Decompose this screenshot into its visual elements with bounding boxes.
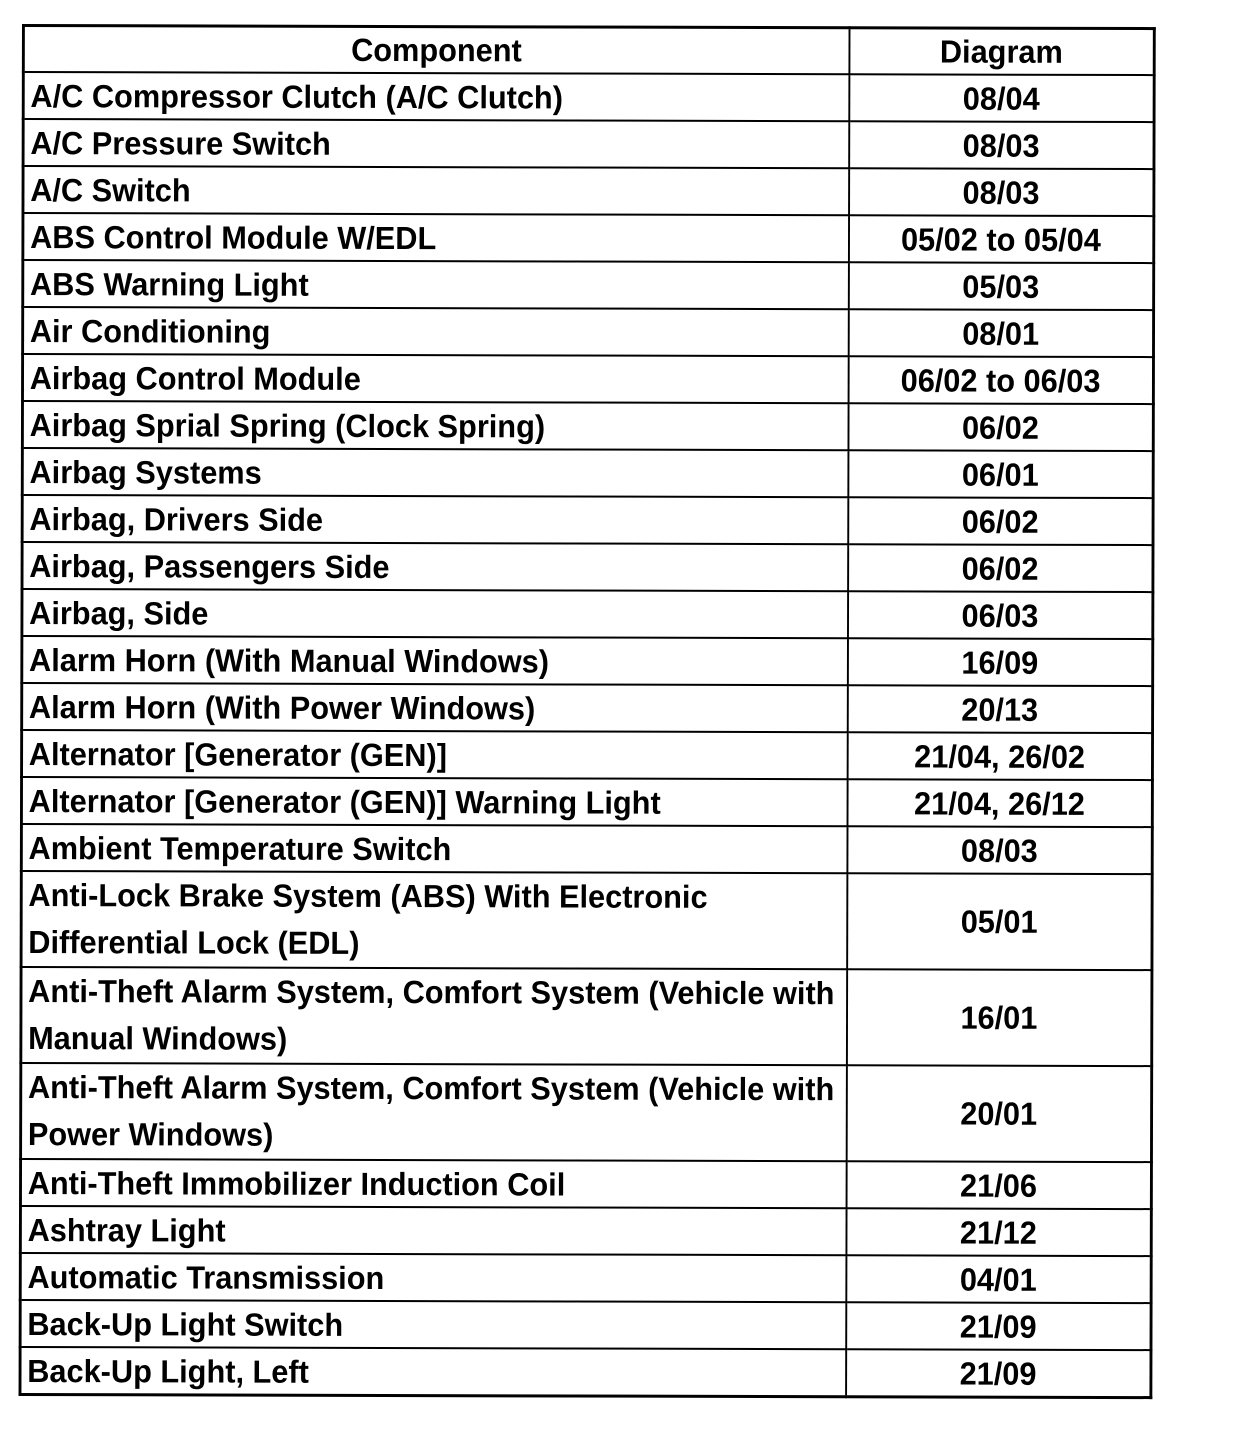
diagram-cell: 08/01 [848, 309, 1153, 357]
component-cell: Ambient Temperature Switch [21, 824, 847, 873]
diagram-cell: 20/01 [846, 1065, 1152, 1162]
component-cell: Airbag, Side [22, 589, 848, 638]
table-header-row [23, 26, 1154, 76]
component-cell: Anti-Theft Alarm System, Comfort System (Vehicle with Power Windows) [21, 1063, 847, 1161]
diagram-cell: 06/01 [848, 450, 1153, 498]
component-cell: Anti-Theft Alarm System, Comfort System (Vehicle with Manual Windows) [21, 967, 847, 1065]
table-row [20, 1206, 1151, 1256]
table-row [23, 72, 1154, 122]
component-cell: Ashtray Light [20, 1206, 846, 1255]
diagram-cell: 20/13 [847, 685, 1152, 733]
table-row [21, 967, 1152, 1066]
component-diagram-table [19, 24, 1156, 1399]
diagram-cell: 21/09 [846, 1302, 1151, 1350]
component-cell: Airbag, Passengers Side [22, 542, 848, 591]
component-cell: Alarm Horn (With Power Windows) [22, 683, 848, 732]
diagram-cell: 06/02 [848, 544, 1153, 592]
table-row [22, 636, 1153, 686]
table-row [22, 683, 1153, 733]
diagram-cell: 04/01 [846, 1255, 1151, 1303]
component-cell: Anti-Lock Brake System (ABS) With Electronic Differential Lock (EDL) [21, 871, 847, 969]
component-cell: A/C Switch [23, 166, 849, 215]
header-component: Component [23, 26, 849, 75]
component-cell: Alternator [Generator (GEN)] [22, 730, 848, 779]
diagram-cell: 21/04, 26/12 [847, 779, 1152, 827]
table-row [20, 1253, 1151, 1303]
table-row [22, 354, 1153, 404]
table-row [21, 777, 1152, 827]
table-row [20, 1300, 1151, 1350]
diagram-cell: 06/03 [847, 591, 1152, 639]
table-row [23, 213, 1154, 263]
component-cell: Back-Up Light Switch [20, 1300, 846, 1349]
header-diagram: Diagram [849, 28, 1154, 75]
diagram-cell: 05/01 [847, 873, 1153, 970]
diagram-cell: 08/04 [849, 74, 1154, 122]
table-row [21, 871, 1152, 970]
table-row [22, 589, 1153, 639]
diagram-cell: 08/03 [849, 168, 1154, 216]
diagram-cell: 21/12 [846, 1208, 1151, 1256]
table-row [21, 824, 1152, 874]
component-cell: A/C Pressure Switch [23, 119, 849, 168]
table-row [23, 260, 1154, 310]
table-row [20, 1347, 1151, 1398]
table-row [22, 448, 1153, 498]
diagram-cell: 21/09 [846, 1349, 1151, 1397]
diagram-cell: 08/03 [847, 826, 1152, 874]
diagram-cell: 06/02 [848, 497, 1153, 545]
diagram-cell: 08/03 [849, 121, 1154, 169]
diagram-cell: 05/03 [848, 262, 1153, 310]
component-cell: A/C Compressor Clutch (A/C Clutch) [23, 72, 849, 121]
diagram-cell: 21/06 [846, 1161, 1151, 1209]
component-cell: Alternator [Generator (GEN)] Warning Light [21, 777, 847, 826]
component-cell: Back-Up Light, Left [20, 1347, 846, 1397]
component-cell: Alarm Horn (With Manual Windows) [22, 636, 848, 685]
component-cell: Automatic Transmission [20, 1253, 846, 1302]
table-row [22, 542, 1153, 592]
diagram-cell: 06/02 to 06/03 [848, 356, 1153, 404]
table-row [22, 495, 1153, 545]
table-row [23, 307, 1154, 357]
table-row [21, 1063, 1152, 1162]
component-cell: Airbag Control Module [22, 354, 848, 403]
component-cell: Air Conditioning [23, 307, 849, 356]
table-row [23, 166, 1154, 216]
diagram-cell: 21/04, 26/02 [847, 732, 1152, 780]
table-row [20, 1159, 1151, 1209]
diagram-cell: 16/09 [847, 638, 1152, 686]
diagram-cell: 06/02 [848, 403, 1153, 451]
component-cell: Airbag, Drivers Side [22, 495, 848, 544]
diagram-cell: 16/01 [846, 969, 1152, 1066]
diagram-cell: 05/02 to 05/04 [848, 215, 1153, 263]
component-cell: ABS Control Module W/EDL [23, 213, 849, 262]
component-cell: ABS Warning Light [23, 260, 849, 309]
table-row [22, 401, 1153, 451]
component-cell: Anti-Theft Immobilizer Induction Coil [20, 1159, 846, 1208]
table-row [22, 730, 1153, 780]
table-row [23, 119, 1154, 169]
component-cell: Airbag Sprial Spring (Clock Spring) [22, 401, 848, 450]
component-cell: Airbag Systems [22, 448, 848, 497]
